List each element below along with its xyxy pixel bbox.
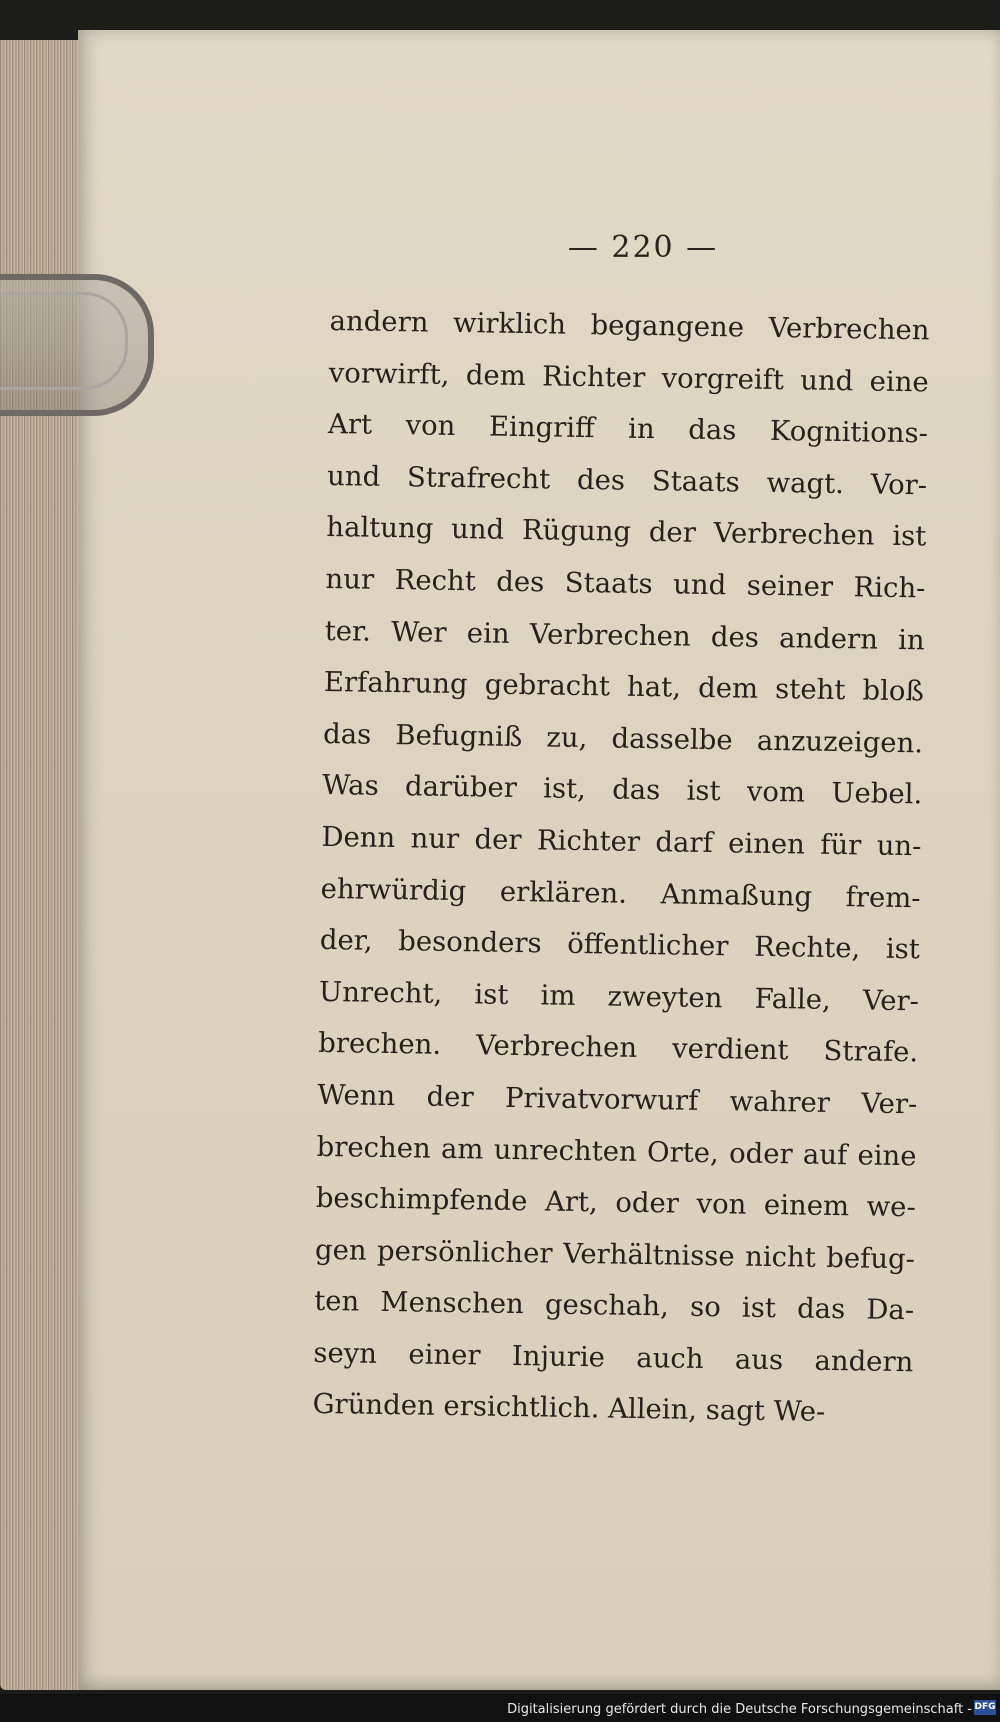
- text-line: das Befugniß zu, dasselbe anzuzeigen.: [322, 717, 924, 760]
- text-line: der, besonders öffentlicher Rechte, ist: [319, 924, 921, 966]
- text-line: Denn nur der Richter darf einen für un-: [321, 820, 922, 863]
- text-line: gen persönlicher Verhältnisse nicht befug-: [314, 1233, 916, 1275]
- text-line: ten Menschen geschah, so ist das Da-: [313, 1285, 915, 1327]
- text-line: seyn einer Injurie auch aus andern: [313, 1336, 914, 1379]
- text-line: Was darüber ist, das ist vom Uebel.: [322, 769, 923, 811]
- text-line: Unrecht, ist im zweyten Falle, Ver-: [318, 975, 920, 1018]
- text-line: beschimpfende Art, oder von einem we-: [315, 1181, 917, 1224]
- text-line: Gründen ersichtlich. Allein, sagt We-: [312, 1388, 826, 1429]
- text-line: Wenn der Privatvorwurf wahrer Ver-: [317, 1078, 918, 1121]
- text-line: und Strafrecht des Staats wagt. Vor-: [326, 459, 928, 502]
- page-number: — 220 —: [567, 230, 719, 265]
- text-line: brechen am unrechten Orte, oder auf eine: [316, 1130, 917, 1172]
- text-line: nur Recht des Staats und seiner Rich-: [325, 562, 926, 605]
- page-clip-inner: [0, 292, 128, 390]
- text-line: vorwirft, dem Richter vorgreift und eine: [328, 356, 929, 399]
- text-line: Art von Eingriff in das Kognitions-: [327, 408, 929, 450]
- dfg-logo: DFG: [974, 1700, 996, 1715]
- text-line: ehrwürdig erklären. Anmaßung frem-: [320, 872, 921, 914]
- text-line: brechen. Verbrechen verdient Strafe.: [318, 1027, 919, 1069]
- body-text: [312, 296, 930, 1440]
- text-line: haltung und Rügung der Verbrechen ist: [326, 511, 927, 553]
- text-line: Erfahrung gebracht hat, dem steht bloß: [323, 666, 925, 708]
- text-line: andern wirklich begangene Verbrechen: [329, 304, 930, 347]
- text-line: ter. Wer ein Verbrechen des andern in: [324, 614, 925, 656]
- digitization-credit: Digitalisierung gefördert durch die Deutsche Forschungsgemeinschaft -: [507, 1702, 972, 1717]
